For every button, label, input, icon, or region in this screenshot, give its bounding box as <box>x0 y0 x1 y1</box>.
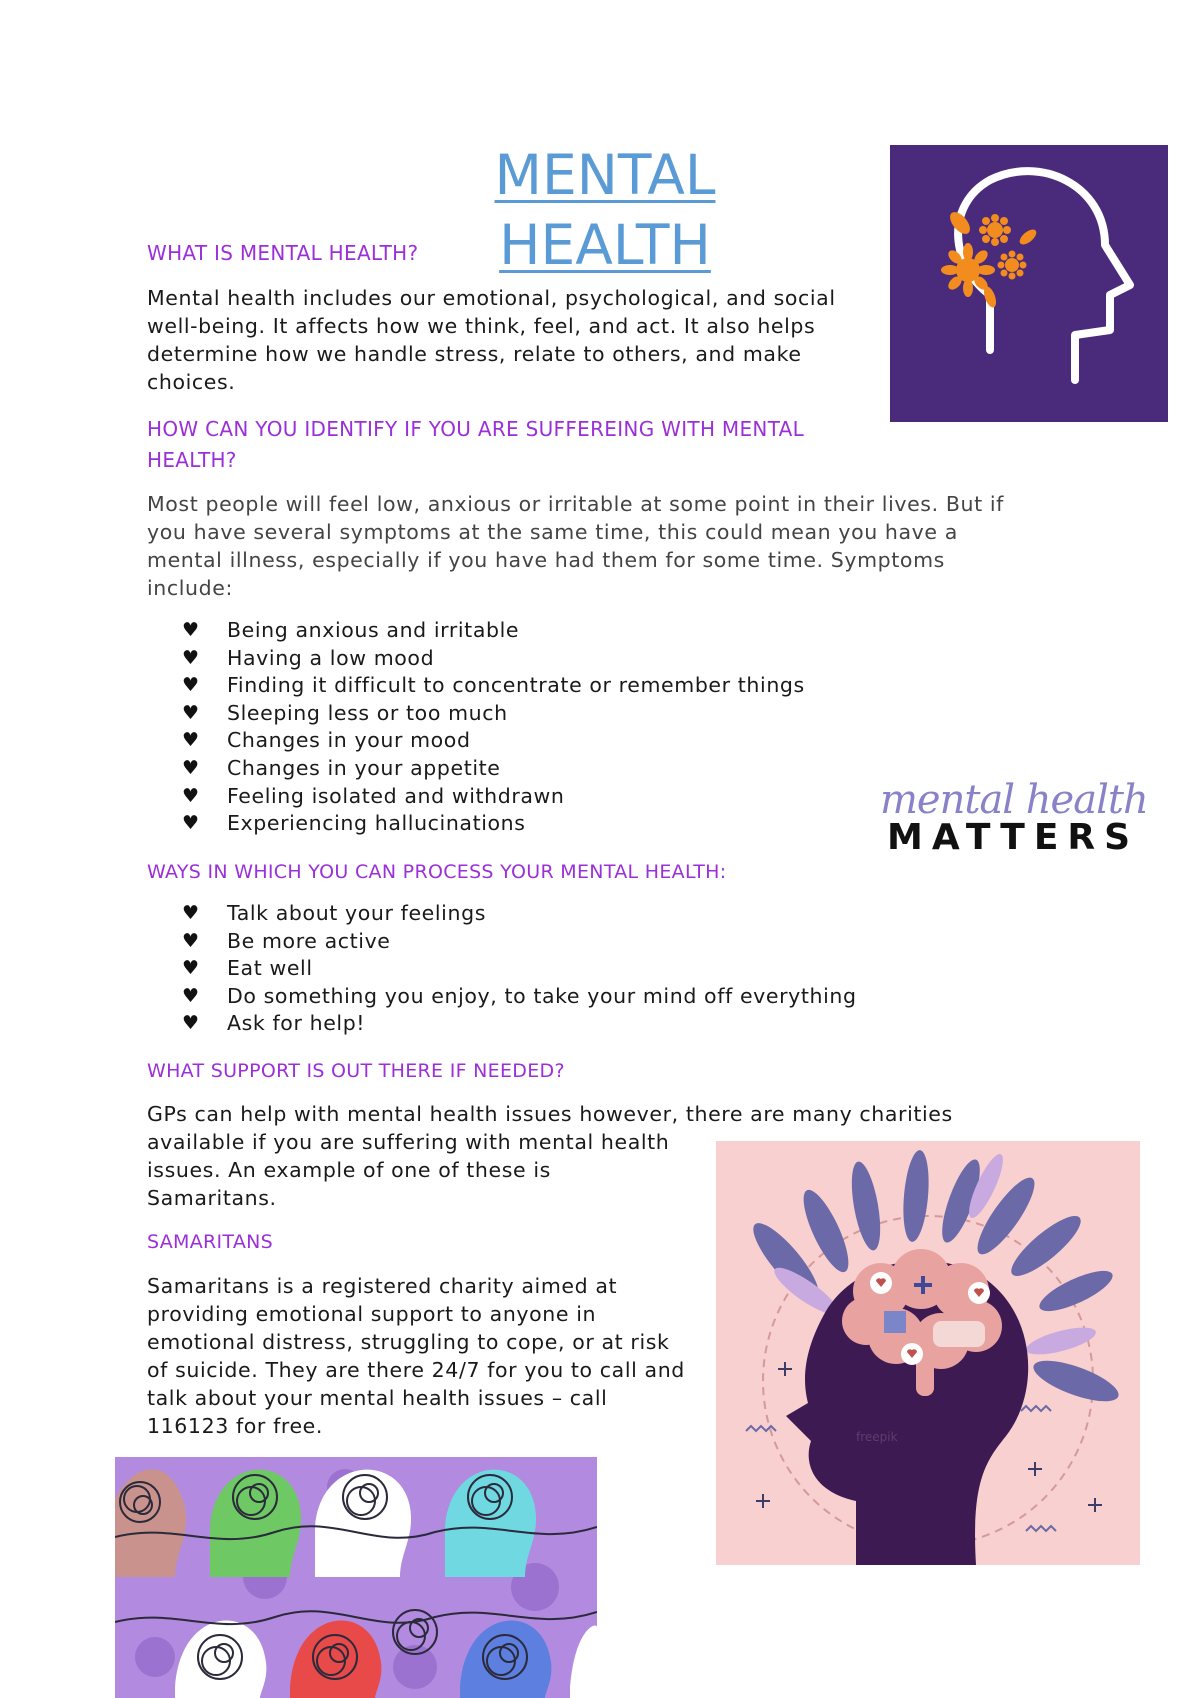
head-brain-illustration <box>716 1141 1140 1565</box>
heart-icon: ♥ <box>182 646 200 669</box>
list-item: ♥ Finding it difficult to concentrate or remember things <box>147 672 907 700</box>
page-title-line2: HEALTH <box>499 213 711 277</box>
list-item: ♥ Do something you enjoy, to take your mind off everything <box>147 983 947 1011</box>
heading-process: WAYS IN WHICH YOU CAN PROCESS YOUR MENTAL HEALTH: <box>147 861 727 883</box>
list-item: ♥ Feeling isolated and withdrawn <box>147 783 907 811</box>
process-list <box>147 900 947 1038</box>
heart-icon: ♥ <box>182 957 200 980</box>
head-flowers-illustration <box>890 145 1168 422</box>
mental-health-matters-logo <box>875 778 1175 860</box>
logo-bold-text: MATTERS <box>887 817 1140 858</box>
heart-icon: ♥ <box>182 619 200 641</box>
list-item: ♥ Experiencing hallucinations <box>147 810 907 838</box>
logo-script-text: mental health <box>880 777 1148 823</box>
heart-icon: ♥ <box>182 756 200 779</box>
paragraph-samaritans: Samaritans is a registered charity aimed at providing emotional support to anyone in emotional distress, struggling to cope, or at risk of suicide. They are there 24/7 for you to call and talk about your mental health issues – call 116123 for free. <box>147 1274 685 1438</box>
heart-icon: ♥ <box>182 902 200 924</box>
paragraph-what-is: Mental health includes our emotional, psychological, and social well-being. It affects how we think, feel, and act. It also helps determine how we handle stress, relate to others, and make choices. <box>147 286 836 394</box>
list-item: ♥ Changes in your mood <box>147 727 907 755</box>
list-item: ♥ Talk about your feelings <box>147 900 947 928</box>
list-item: ♥ Ask for help! <box>147 1010 947 1038</box>
heart-icon: ♥ <box>182 674 200 697</box>
list-item: ♥ Having a low mood <box>147 645 907 673</box>
heart-icon: ♥ <box>182 984 200 1007</box>
paragraph-support-line4: Samaritans. <box>147 1186 277 1210</box>
heading-what-is: WHAT IS MENTAL HEALTH? <box>147 241 419 265</box>
paragraph-support-line1: GPs can help with mental health issues however, there are many charities <box>147 1102 953 1126</box>
heart-icon: ♥ <box>182 929 200 952</box>
heading-samaritans: SAMARITANS <box>147 1231 274 1253</box>
heart-icon: ♥ <box>182 701 200 724</box>
heading-support: WHAT SUPPORT IS OUT THERE IF NEEDED? <box>147 1060 565 1082</box>
heading-identify: HOW CAN YOU IDENTIFY IF YOU ARE SUFFEREING WITH MENTAL HEALTH? <box>147 417 805 472</box>
symptoms-list <box>147 617 907 838</box>
page-title <box>470 140 740 280</box>
list-item: ♥ Eat well <box>147 955 947 983</box>
list-item: ♥ Be more active <box>147 928 947 956</box>
paragraph-support-line2: available if you are suffering with mental health <box>147 1130 670 1154</box>
head-outline-icon <box>890 145 1168 422</box>
list-item: ♥ Sleeping less or too much <box>147 700 907 728</box>
paragraph-support-line3: issues. An example of one of these is <box>147 1158 551 1182</box>
list-item: ♥ Changes in your appetite <box>147 755 907 783</box>
tangled-heads-illustration <box>115 1457 597 1698</box>
list-item: ♥ Being anxious and irritable <box>147 617 907 645</box>
heart-icon: ♥ <box>182 729 200 752</box>
paragraph-identify: Most people will feel low, anxious or irritable at some point in their lives. But if you have several symptoms at the same time, this could mean you have a mental illness, especially if you have had them for some time. Symptoms include: <box>147 492 1004 600</box>
page-title-line1: MENTAL <box>494 143 716 207</box>
watermark-text: freepik <box>856 1430 898 1444</box>
heart-icon: ♥ <box>182 812 200 835</box>
heart-icon: ♥ <box>182 784 200 807</box>
heart-icon: ♥ <box>182 1012 200 1035</box>
